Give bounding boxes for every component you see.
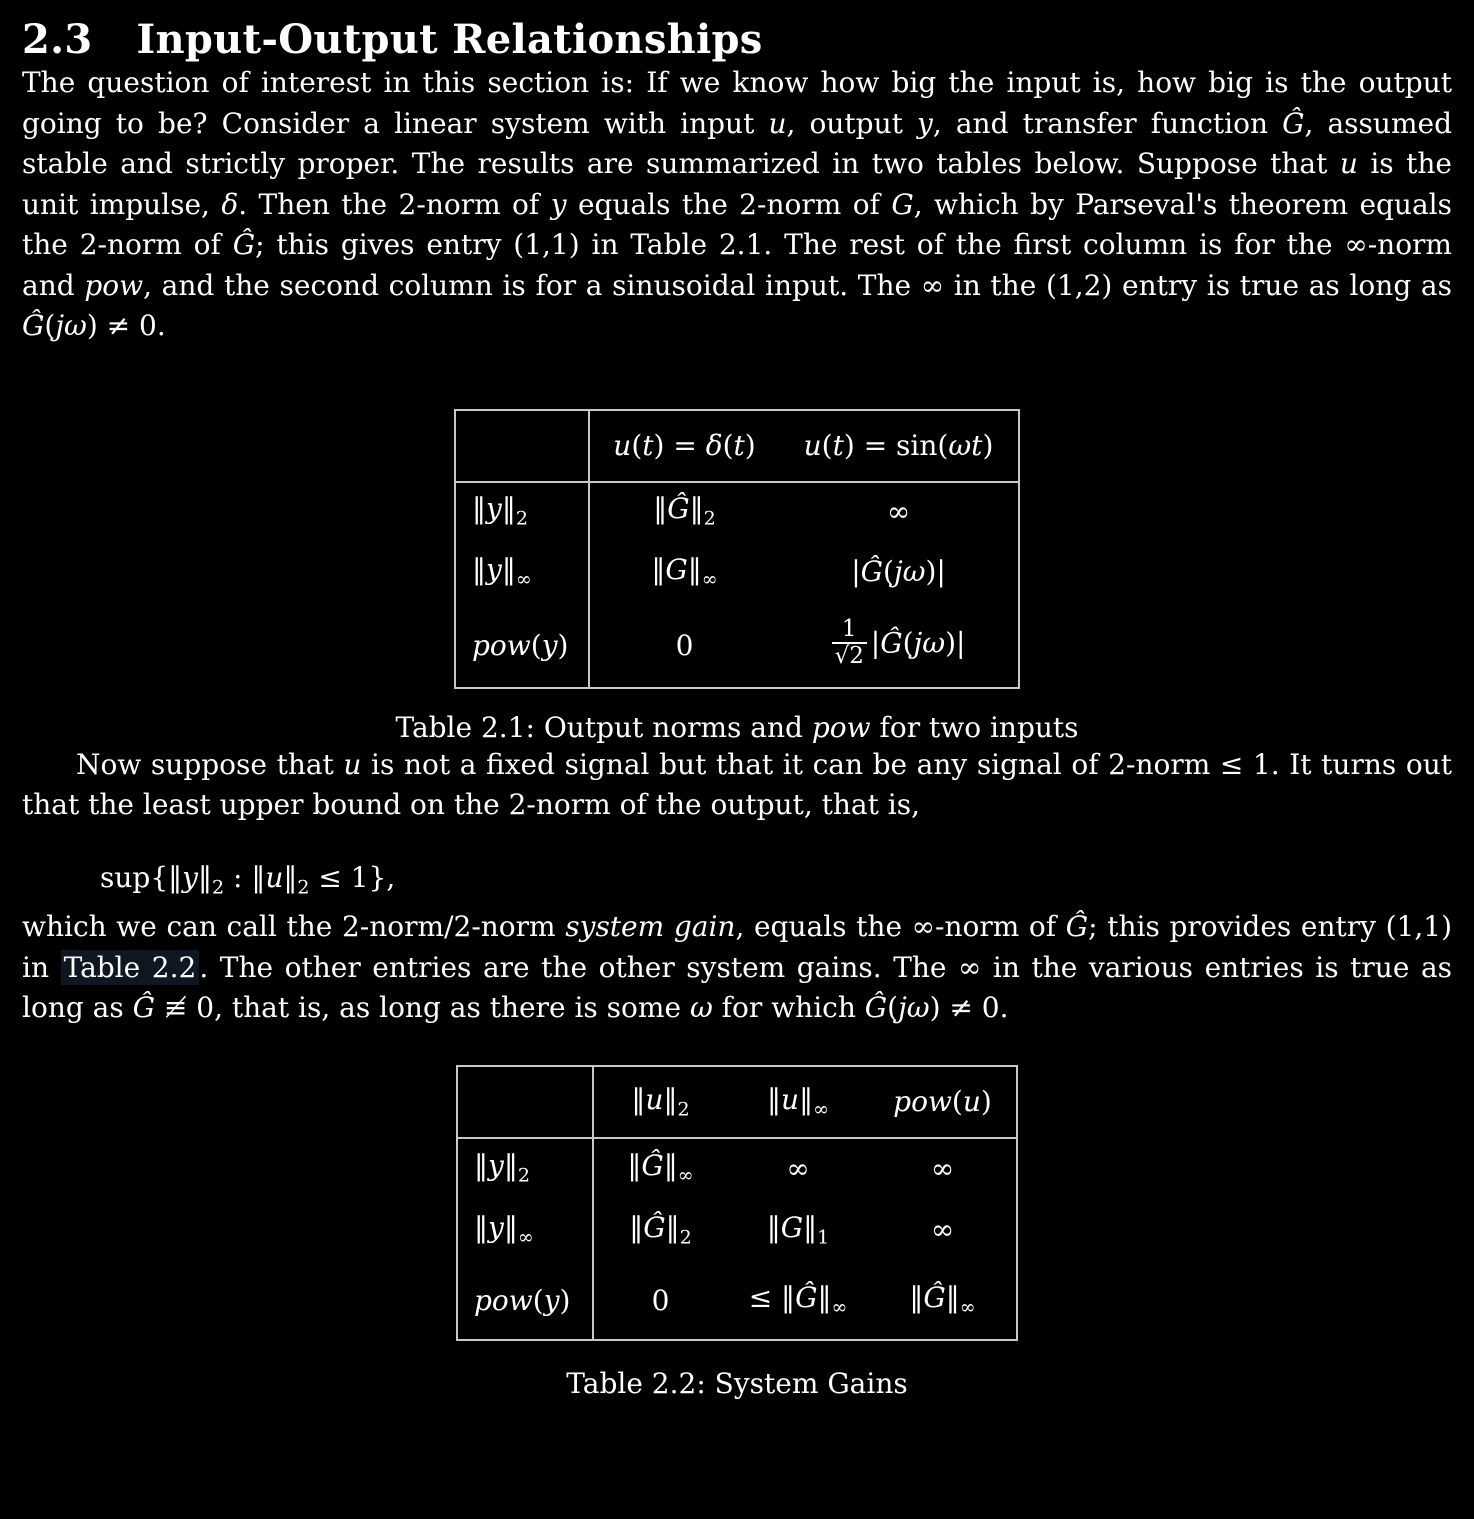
table-2-2-cell-3-1: 0: [651, 1283, 670, 1317]
table-2-2-caption: Table 2.2: System Gains: [566, 1366, 908, 1400]
paragraph-intro: The question of interest in this section is: If we know how big the input is, how big is the output going to be? Consider a linear system with input u, output y, and transfer function Ĝ, assumed stable and strictly proper. The results are summarized in two tables below. Suppose that u is the unit impulse, δ. Then the 2-norm of y equals the 2-norm of G, which by Parseval's theorem equals the 2-norm of Ĝ; this gives entry (1,1) in Table 2.1. The rest of the first column is for the ∞-norm and pow, and the second column is for a sinusoidal input. The ∞ in the (1,2) entry is true as long as Ĝ(jω) ≠ 0.: [22, 66, 1452, 342]
table-2-1-row-label-y2: $‖y‖_2$: [455, 482, 589, 540]
table-2-2: [456, 1065, 1018, 1341]
table-row: [455, 540, 1019, 604]
table-row: [455, 482, 1019, 540]
table-2-2-cell-1-2: ∞: [786, 1151, 810, 1185]
paragraph-system-gain: which we can call the 2-norm/2-norm system gain, equals the ∞-norm of Ĝ; this provides entry (1,1) in Table 2.2 . The other entries are the other system gains. The ∞ in the various entries is true as long as Ĝ ≢ 0, that is, as long as there is some ω for which Ĝ(jω) ≠ 0.: [22, 910, 1453, 1025]
table-2-1-container: [22, 409, 1452, 689]
section-title: Input-Output Relationships: [136, 16, 763, 63]
table-2-2-cell-1-3: ∞: [930, 1151, 955, 1185]
table-2-1-cell-3-2: $\frac{1}{√2}$ |Ĝ(jω)|: [779, 604, 1019, 688]
equation-sup-norm: $sup\{‖y‖_2$ : $‖u‖_2 \le 1$},: [100, 860, 396, 899]
table-2-1-header-sinusoid: u(t) = sin(ωt): [779, 410, 1019, 482]
table-2-1-cell-1-2: ∞: [886, 494, 911, 528]
paragraph-2norm-signal: Now suppose that u is not a fixed signal but that it can be any signal of 2-norm ≤ 1. It turns out that the least upper bound on the 2-norm of the output, that is,: [22, 747, 1452, 821]
table-2-1-header-row: [455, 410, 1019, 482]
table-2-2-row-label-y2: $‖y‖_2$: [457, 1138, 593, 1198]
table-row: [457, 1198, 1017, 1262]
table-2-2-row-label-yinf: $‖y‖_\infty$: [457, 1198, 593, 1262]
table-2-1-cell-2-2: |Ĝ(jω)|: [851, 555, 946, 588]
table-2-1-row-label-yinf: $‖y‖_\infty$: [455, 540, 589, 604]
table-row: [457, 1138, 1017, 1198]
table-2-2-container: [22, 1065, 1452, 1341]
table-2-2-row-label-pow: pow(y): [457, 1262, 593, 1340]
table-2-2-link[interactable]: Table 2.2: [61, 950, 200, 985]
table-2-2-corner-cell: [457, 1066, 593, 1138]
table-2-2-header-row: [457, 1066, 1017, 1138]
table-2-2-cell-3-2: ≤ $‖Ĝ‖_\infty$: [748, 1281, 848, 1319]
table-2-1-header-impulse: u(t) = δ(t): [589, 410, 779, 482]
table-2-2-header-uinf: $‖u‖_\infty$: [727, 1066, 869, 1138]
table-2-2-cell-2-2: $‖G‖_1$: [766, 1210, 830, 1249]
section-number: 2.3: [22, 16, 93, 63]
table-2-2-header-u2: $‖u‖_2$: [593, 1066, 727, 1138]
table-2-1-row-label-pow: pow(y): [455, 604, 589, 688]
table-2-1-cell-1-1: $‖Ĝ‖_2$: [653, 492, 716, 530]
table-2-2-cell-1-1: $‖Ĝ‖_\infty$: [627, 1149, 694, 1187]
table-2-1-cell-2-1: $‖G‖_\infty$: [651, 552, 718, 591]
table-2-2-cell-2-1: $‖Ĝ‖_2$: [629, 1210, 692, 1249]
section-heading: [22, 16, 1452, 63]
table-2-2-cell-3-3: $‖Ĝ‖_\infty$: [909, 1281, 976, 1319]
table-2-1-caption: Table 2.1: Output norms and pow for two inputs: [395, 710, 1079, 744]
table-2-2-cell-2-3: ∞: [930, 1213, 955, 1247]
table-2-1-cell-3-1: 0: [675, 628, 694, 662]
table-2-2-header-powu: pow(u): [869, 1066, 1017, 1138]
table-2-1: [454, 409, 1020, 689]
table-row: [455, 604, 1019, 688]
table-2-1-corner-cell: [455, 410, 589, 482]
table-row: [457, 1262, 1017, 1340]
